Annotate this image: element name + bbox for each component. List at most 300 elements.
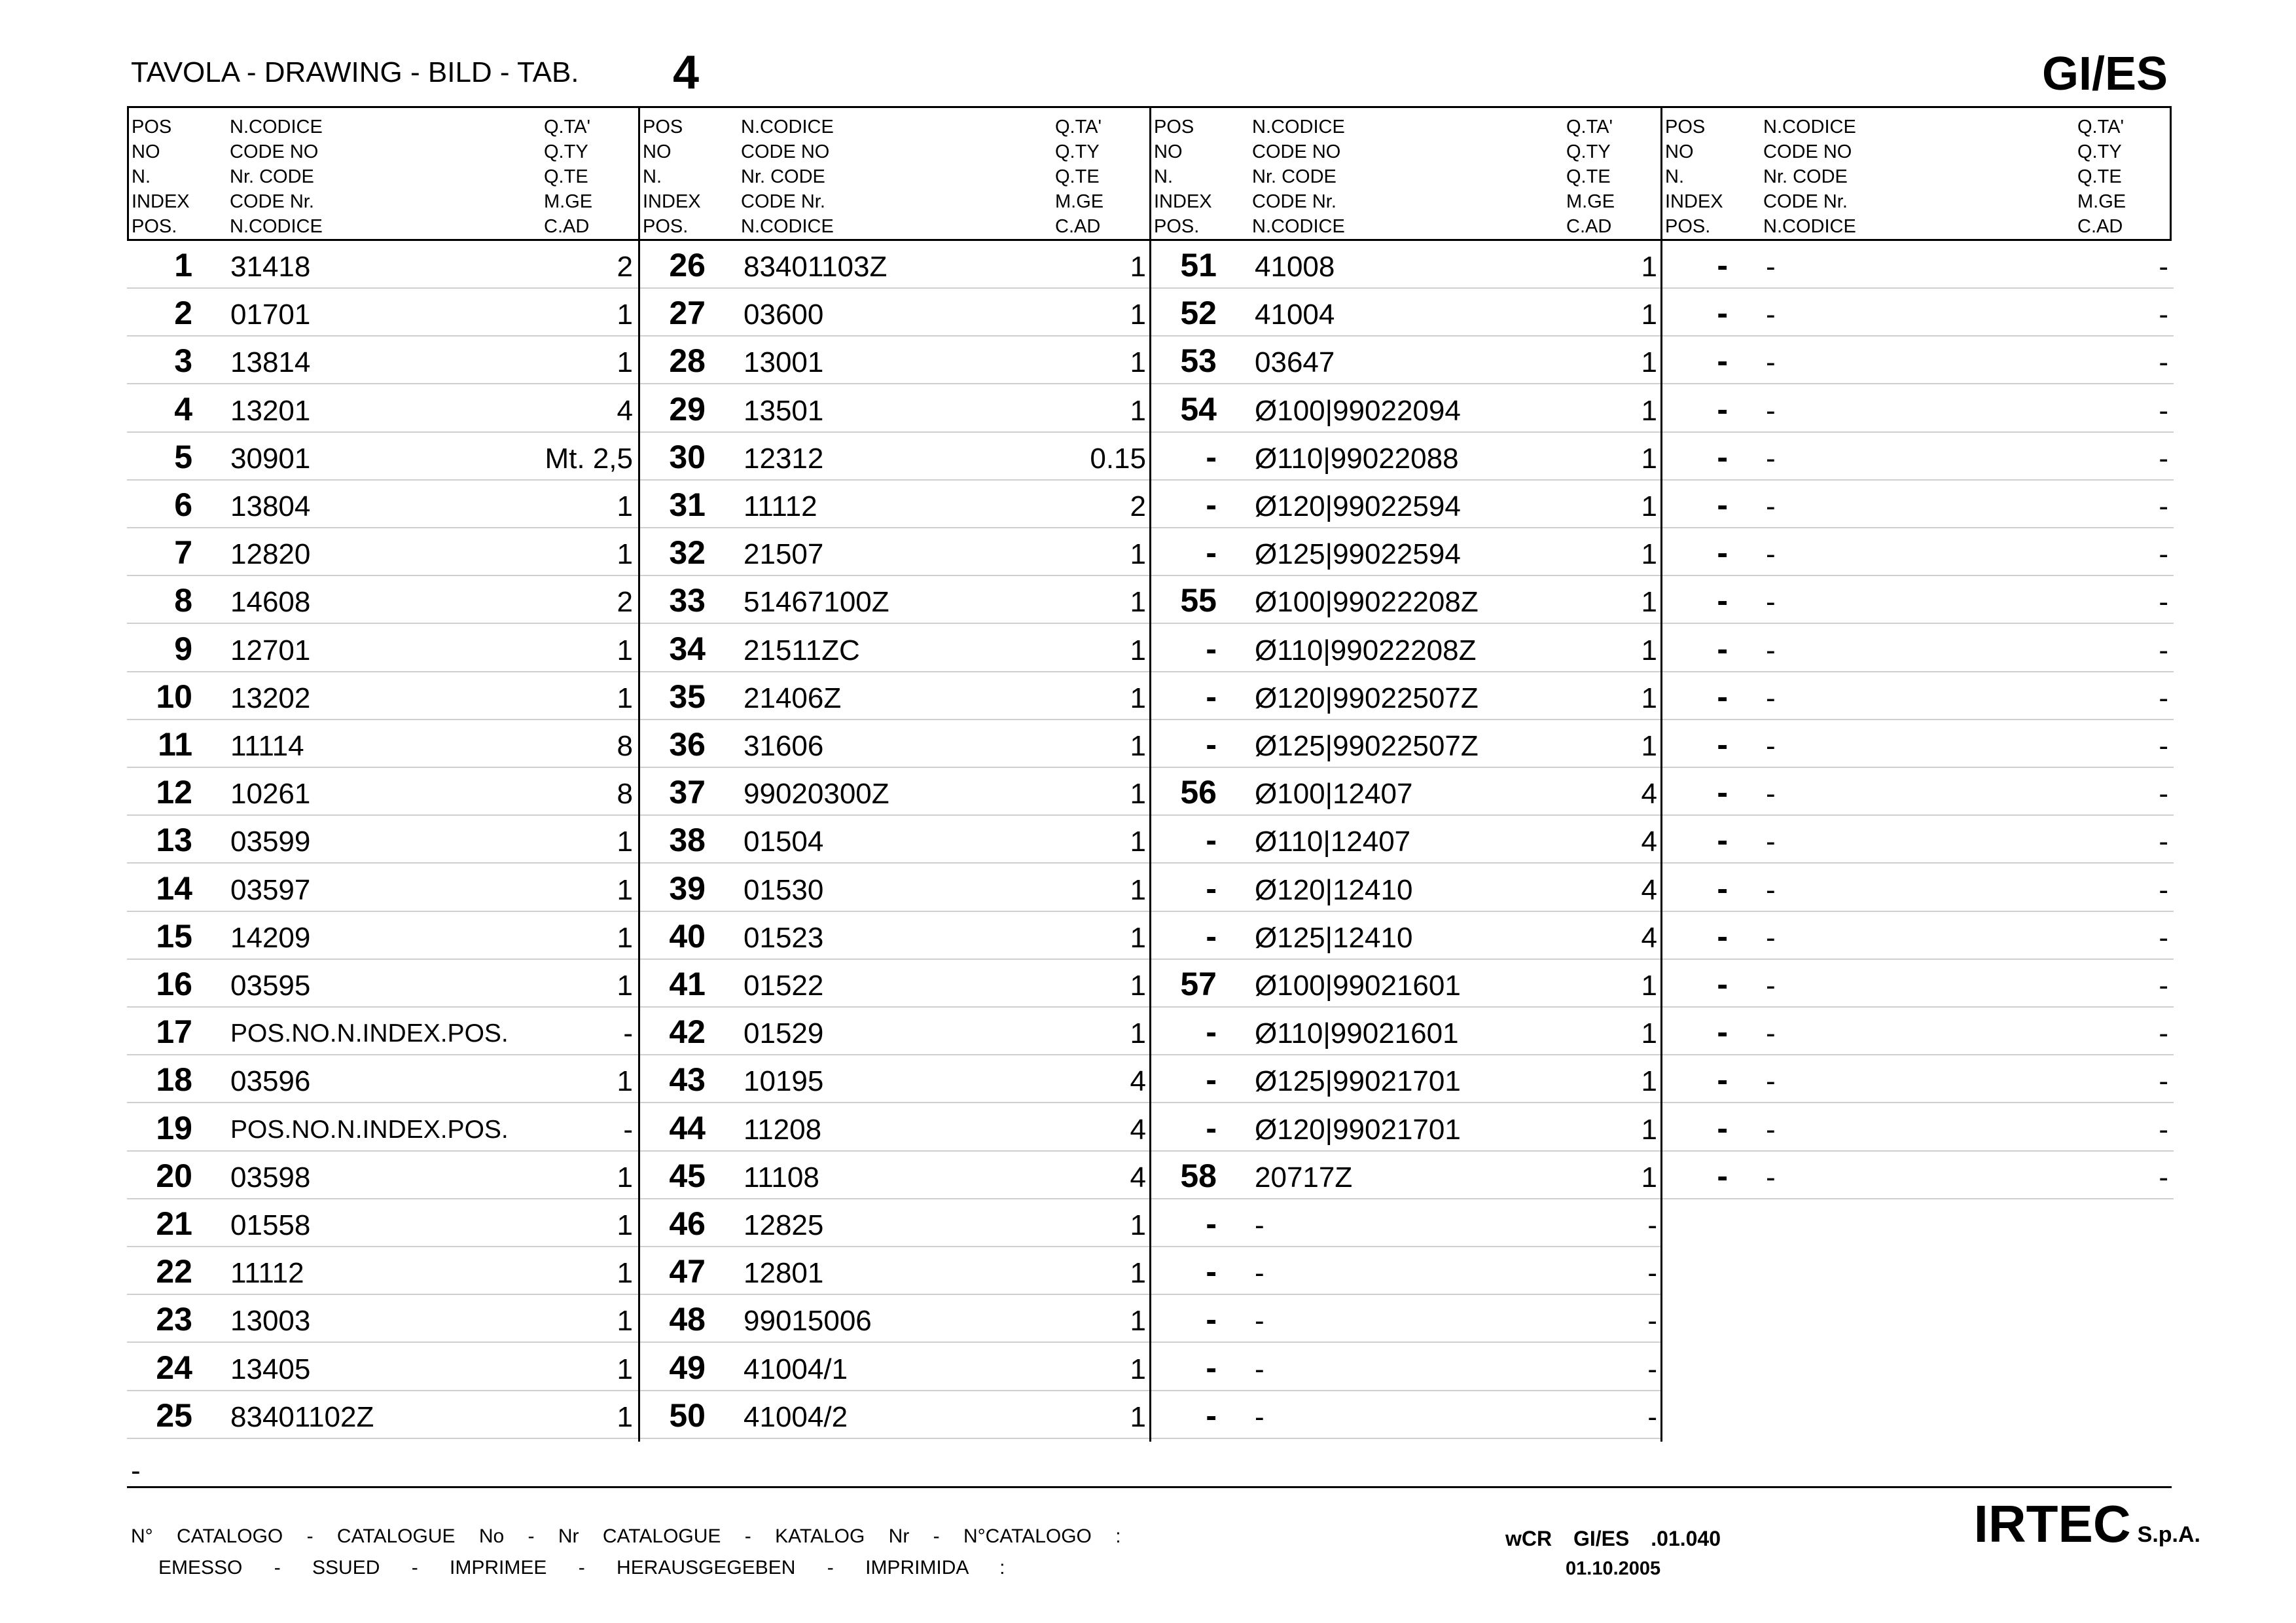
table-row: [640, 768, 1151, 816]
table-row: [127, 1055, 638, 1103]
quantity: 1: [617, 1257, 633, 1290]
position-number: -: [1717, 869, 1728, 907]
header-label: N.CODICE: [230, 117, 323, 137]
table-row: [1151, 1104, 1662, 1152]
header-pos-labels: [643, 115, 701, 239]
part-code: Ø125|99021701: [1255, 1065, 1461, 1098]
quantity: -: [2159, 1017, 2168, 1050]
position-number: -: [1717, 1157, 1728, 1194]
header-label: POS.: [1665, 216, 1711, 237]
quantity: 4: [1641, 826, 1657, 858]
quantity: Mt. 2,5: [545, 442, 633, 475]
header-code-labels: [741, 115, 834, 239]
part-code: -: [1766, 778, 1776, 811]
quantity: 1: [617, 490, 633, 522]
part-code: 21406Z: [744, 682, 842, 714]
table-row: [1151, 528, 1662, 576]
part-code: 21511ZC: [744, 634, 860, 666]
table-row: [640, 1152, 1151, 1199]
part-code: Ø100|12407: [1255, 778, 1413, 811]
table-row: [1151, 1343, 1662, 1391]
table-row: [127, 289, 638, 337]
table-row: [127, 1008, 638, 1055]
quantity: 2: [1130, 490, 1146, 522]
part-code: 01558: [230, 1209, 311, 1241]
parts-table: [127, 106, 2172, 1442]
position-number: 30: [669, 438, 706, 475]
quantity: 1: [1641, 1113, 1657, 1146]
position-number: 58: [1180, 1157, 1217, 1194]
table-row: [1151, 672, 1662, 720]
quantity: 1: [617, 1161, 633, 1194]
part-code: Ø110|99022208Z: [1255, 634, 1477, 666]
part-code: 03600: [744, 299, 824, 331]
header-label: Q.TY: [544, 141, 588, 162]
footer-dash: -: [131, 1455, 141, 1487]
quantity: 1: [617, 1305, 633, 1338]
part-code: -: [1255, 1209, 1265, 1241]
quantity: 4: [1130, 1113, 1146, 1146]
position-number: 32: [669, 534, 706, 572]
position-number: -: [1206, 678, 1217, 715]
part-code: 51467100Z: [744, 586, 889, 619]
part-code: POS.NO.N.INDEX.POS.: [230, 1019, 509, 1048]
header-label: Q.TA': [1055, 117, 1102, 137]
part-code: 03596: [230, 1065, 311, 1098]
quantity: -: [2159, 826, 2168, 858]
quantity: -: [1647, 1209, 1657, 1241]
part-code: -: [1766, 682, 1776, 714]
table-row: [127, 433, 638, 481]
table-row: [1662, 241, 2174, 289]
part-code: -: [1766, 970, 1776, 1002]
table-row: [640, 576, 1151, 624]
header-code-labels: [1763, 115, 1856, 239]
table-row: [127, 337, 638, 384]
quantity: 1: [1641, 442, 1657, 475]
quantity: 1: [617, 682, 633, 714]
table-row: [127, 1152, 638, 1199]
table-row: [1662, 1104, 2174, 1152]
quantity: 1: [1641, 1065, 1657, 1098]
table-row: [1151, 864, 1662, 912]
table-header: [1662, 106, 2172, 241]
position-number: 11: [158, 726, 192, 763]
table-row: [640, 625, 1151, 672]
table-row: [640, 241, 1151, 289]
quantity: 4: [1130, 1065, 1146, 1098]
issued-label: EMESSO - SSUED - IMPRIMEE - HERAUSGEGEBEN - IMPRIMIDA :: [158, 1557, 1005, 1578]
quantity: -: [2159, 394, 2168, 427]
quantity: 1: [617, 1209, 633, 1241]
part-code: 01523: [744, 921, 824, 954]
header-label: POS.: [1154, 216, 1200, 237]
header-label: POS: [643, 117, 683, 137]
header-label: INDEX: [1154, 191, 1212, 212]
position-number: -: [1717, 966, 1728, 1002]
position-number: 34: [669, 630, 706, 667]
position-number: -: [1717, 486, 1728, 523]
header-label: N.CODICE: [1252, 117, 1345, 137]
position-number: -: [1206, 1349, 1217, 1386]
position-number: 17: [156, 1013, 192, 1051]
header-pos-labels: [132, 115, 190, 239]
part-code: 11114: [230, 730, 304, 762]
part-code: -: [1766, 826, 1776, 858]
quantity: -: [1647, 1305, 1657, 1338]
part-code: 03595: [230, 970, 311, 1002]
header-label: Nr. CODE: [1252, 166, 1336, 187]
part-code: 13804: [230, 490, 311, 522]
table-row: [127, 720, 638, 768]
position-number: -: [1206, 1205, 1217, 1242]
position-number: 50: [669, 1396, 706, 1434]
table-row: [1151, 1152, 1662, 1199]
part-code: 01504: [744, 826, 824, 858]
table-row: [1662, 528, 2174, 576]
header-pos-labels: [1154, 115, 1212, 239]
table-row: [1151, 1199, 1662, 1247]
table-row: [1151, 481, 1662, 528]
header-label: N.: [1154, 166, 1173, 187]
header-label: NO: [1665, 141, 1694, 162]
table-row: [1151, 433, 1662, 481]
header-label: N.CODICE: [230, 216, 323, 237]
table-row: [127, 528, 638, 576]
quantity: 1: [1130, 634, 1146, 666]
part-code: Ø125|99022507Z: [1255, 730, 1479, 762]
part-code: 11112: [744, 490, 817, 522]
quantity: -: [2159, 873, 2168, 906]
part-code: 03647: [1255, 346, 1335, 379]
header-qty-labels: [1055, 115, 1103, 239]
position-number: 22: [156, 1253, 192, 1290]
header-label: Q.TA': [544, 117, 591, 137]
position-number: 6: [174, 486, 192, 523]
table-row: [1151, 1247, 1662, 1295]
quantity: 1: [1130, 921, 1146, 954]
part-code: -: [1766, 538, 1776, 571]
table-row: [127, 1391, 638, 1439]
part-code: 11208: [744, 1113, 822, 1146]
table-row: [1151, 576, 1662, 624]
header-label: POS: [132, 117, 172, 137]
quantity: 1: [1641, 970, 1657, 1002]
table-row: [1151, 337, 1662, 384]
table-row: [127, 960, 638, 1008]
part-code: 99020300Z: [744, 778, 889, 811]
table-row: [1662, 720, 2174, 768]
position-number: -: [1717, 774, 1728, 811]
part-code: Ø125|12410: [1255, 921, 1413, 954]
quantity: 1: [1130, 826, 1146, 858]
part-code: 41004/1: [744, 1353, 848, 1385]
part-code: 31606: [744, 730, 824, 762]
header-pos-labels: [1665, 115, 1723, 239]
quantity: 8: [617, 778, 633, 811]
document-title: TAVOLA - DRAWING - BILD - TAB.: [131, 56, 579, 88]
quantity: 1: [1130, 1305, 1146, 1338]
position-number: 19: [156, 1109, 192, 1146]
header-label: CODE Nr.: [230, 191, 314, 212]
header-label: Nr. CODE: [741, 166, 825, 187]
table-row: [640, 864, 1151, 912]
position-number: -: [1206, 438, 1217, 475]
position-number: 18: [156, 1061, 192, 1099]
part-code: -: [1766, 1161, 1776, 1194]
position-number: -: [1717, 295, 1728, 332]
position-number: 10: [156, 678, 192, 715]
part-code: -: [1766, 586, 1776, 619]
table-row: [640, 912, 1151, 960]
part-code: 13001: [744, 346, 824, 379]
quantity: 1: [1641, 538, 1657, 571]
table-row: [640, 816, 1151, 864]
position-number: -: [1717, 247, 1728, 283]
issue-date: 01.10.2005: [1566, 1558, 1661, 1579]
footer-divider: [127, 1486, 2172, 1488]
quantity: 1: [1641, 730, 1657, 762]
table-row: [127, 241, 638, 289]
header-label: C.AD: [2077, 216, 2123, 237]
position-number: -: [1206, 822, 1217, 859]
quantity: 1: [617, 921, 633, 954]
company-suffix: S.p.A.: [2137, 1522, 2200, 1547]
quantity: 1: [1130, 970, 1146, 1002]
position-number: -: [1717, 1013, 1728, 1051]
header-label: M.GE: [544, 191, 593, 212]
part-code: Ø120|12410: [1255, 873, 1413, 906]
header-label: N.CODICE: [741, 216, 834, 237]
position-number: 41: [669, 966, 706, 1002]
part-code: -: [1766, 634, 1776, 666]
part-code: -: [1766, 251, 1776, 283]
quantity: 1: [1130, 778, 1146, 811]
header-label: N.: [1665, 166, 1684, 187]
position-number: -: [1717, 630, 1728, 667]
quantity: 1: [1130, 586, 1146, 619]
quantity: 1: [617, 1353, 633, 1385]
position-number: -: [1206, 1253, 1217, 1290]
quantity: 2: [617, 586, 633, 619]
header-label: Q.TA': [2077, 117, 2125, 137]
quantity: -: [2159, 251, 2168, 283]
part-code: 31418: [230, 251, 311, 283]
header-label: N.: [643, 166, 662, 187]
catalogue-code: wCR GI/ES .01.040: [1505, 1527, 1721, 1550]
position-number: 1: [174, 247, 192, 283]
part-code: 14209: [230, 921, 311, 954]
table-row: [127, 385, 638, 433]
position-number: -: [1717, 438, 1728, 475]
table-header: [1151, 106, 1660, 241]
position-number: -: [1206, 917, 1217, 955]
position-number: 12: [156, 774, 192, 811]
quantity: 4: [1641, 778, 1657, 811]
quantity: 1: [1641, 346, 1657, 379]
position-number: 16: [156, 966, 192, 1002]
header-label: C.AD: [1055, 216, 1101, 237]
quantity: 4: [617, 394, 633, 427]
part-code: -: [1766, 1113, 1776, 1146]
position-number: 40: [669, 917, 706, 955]
table-row: [1662, 816, 2174, 864]
part-code: 99015006: [744, 1305, 872, 1338]
part-code: -: [1766, 873, 1776, 906]
quantity: -: [2159, 1065, 2168, 1098]
table-row: [1662, 960, 2174, 1008]
header-label: Nr. CODE: [1763, 166, 1848, 187]
table-row: [127, 864, 638, 912]
quantity: 1: [617, 1400, 633, 1433]
position-number: 21: [156, 1205, 192, 1242]
table-row: [127, 672, 638, 720]
quantity: -: [2159, 490, 2168, 522]
part-code: 03599: [230, 826, 311, 858]
quantity: 2: [617, 251, 633, 283]
quantity: -: [2159, 970, 2168, 1002]
table-row: [127, 1247, 638, 1295]
quantity: 1: [617, 538, 633, 571]
part-code: 83401103Z: [744, 251, 888, 283]
table-row: [640, 960, 1151, 1008]
quantity: 8: [617, 730, 633, 762]
position-number: -: [1206, 486, 1217, 523]
part-code: Ø120|99022594: [1255, 490, 1461, 522]
part-code: 13201: [230, 394, 311, 427]
position-number: 23: [156, 1301, 192, 1338]
header-label: Q.TE: [2077, 166, 2122, 187]
table-row: [1151, 625, 1662, 672]
header-label: M.GE: [2077, 191, 2126, 212]
quantity: 4: [1641, 873, 1657, 906]
part-code: 21507: [744, 538, 824, 571]
header-label: POS.: [643, 216, 689, 237]
position-number: 48: [669, 1301, 706, 1338]
position-number: 38: [669, 822, 706, 859]
quantity: -: [1647, 1400, 1657, 1433]
position-number: -: [1206, 630, 1217, 667]
quantity: -: [623, 1113, 633, 1146]
quantity: 1: [1130, 251, 1146, 283]
quantity: 1: [1130, 1353, 1146, 1385]
table-row: [1662, 337, 2174, 384]
header-label: M.GE: [1566, 191, 1615, 212]
position-number: -: [1206, 1109, 1217, 1146]
header-code-labels: [230, 115, 323, 239]
table-row: [1151, 289, 1662, 337]
part-code: 12825: [744, 1209, 824, 1241]
header-qty-labels: [544, 115, 592, 239]
quantity: 1: [1641, 251, 1657, 283]
part-code: -: [1766, 1065, 1776, 1098]
part-code: Ø120|99022507Z: [1255, 682, 1479, 714]
table-row: [640, 289, 1151, 337]
table-row: [1662, 576, 2174, 624]
quantity: 1: [617, 873, 633, 906]
position-number: -: [1717, 534, 1728, 572]
table-row: [127, 576, 638, 624]
quantity: 1: [1130, 730, 1146, 762]
part-code: -: [1766, 394, 1776, 427]
position-number: 28: [669, 342, 706, 380]
part-code: 03597: [230, 873, 311, 906]
header-label: N.CODICE: [741, 117, 834, 137]
part-code: Ø110|12407: [1255, 826, 1411, 858]
position-number: 2: [174, 295, 192, 332]
quantity: 1: [1130, 394, 1146, 427]
header-label: Q.TY: [1566, 141, 1611, 162]
position-number: 15: [156, 917, 192, 955]
quantity: -: [2159, 442, 2168, 475]
position-number: 56: [1180, 774, 1217, 811]
table-row: [640, 1055, 1151, 1103]
header-label: CODE NO: [230, 141, 319, 162]
company-logo: [1974, 1494, 2200, 1554]
table-row: [1662, 768, 2174, 816]
position-number: 3: [174, 342, 192, 380]
part-code: -: [1255, 1305, 1265, 1338]
quantity: 1: [1130, 873, 1146, 906]
quantity: 1: [1130, 346, 1146, 379]
position-number: 26: [669, 247, 706, 283]
part-code: -: [1766, 730, 1776, 762]
position-number: 53: [1180, 342, 1217, 380]
position-number: 35: [669, 678, 706, 715]
table-row: [1151, 1391, 1662, 1439]
quantity: 1: [1641, 299, 1657, 331]
table-row: [640, 337, 1151, 384]
part-code: -: [1766, 490, 1776, 522]
table-row: [640, 1104, 1151, 1152]
part-code: 10261: [230, 778, 311, 811]
table-row: [640, 1391, 1151, 1439]
position-number: 4: [174, 390, 192, 428]
part-code: Ø100|99021601: [1255, 970, 1461, 1002]
part-code: -: [1766, 299, 1776, 331]
column-group: [638, 106, 1149, 1442]
position-number: 55: [1180, 582, 1217, 619]
part-code: -: [1766, 921, 1776, 954]
table-row: [1662, 912, 2174, 960]
catalogue-number-label: N° CATALOGO - CATALOGUE No - Nr CATALOGUE - KATALOG Nr - N°CATALOGO :: [131, 1525, 1121, 1547]
table-row: [1151, 241, 1662, 289]
part-code: -: [1766, 442, 1776, 475]
table-header: [640, 106, 1149, 241]
position-number: -: [1717, 582, 1728, 619]
table-row: [1662, 1055, 2174, 1103]
header-label: M.GE: [1055, 191, 1104, 212]
position-number: -: [1206, 1013, 1217, 1051]
part-code: 12312: [744, 442, 824, 475]
table-row: [640, 528, 1151, 576]
header-label: Nr. CODE: [230, 166, 314, 187]
quantity: -: [2159, 1113, 2168, 1146]
header-label: INDEX: [643, 191, 701, 212]
header-label: N.CODICE: [1763, 117, 1856, 137]
part-code: 03598: [230, 1161, 311, 1194]
quantity: 1: [1641, 490, 1657, 522]
position-number: 52: [1180, 295, 1217, 332]
table-row: [1151, 912, 1662, 960]
position-number: -: [1717, 822, 1728, 859]
quantity: 1: [1130, 1257, 1146, 1290]
position-number: -: [1717, 726, 1728, 763]
header-qty-labels: [2077, 115, 2126, 239]
table-row: [127, 1343, 638, 1391]
table-row: [640, 1199, 1151, 1247]
position-number: 57: [1180, 966, 1217, 1002]
